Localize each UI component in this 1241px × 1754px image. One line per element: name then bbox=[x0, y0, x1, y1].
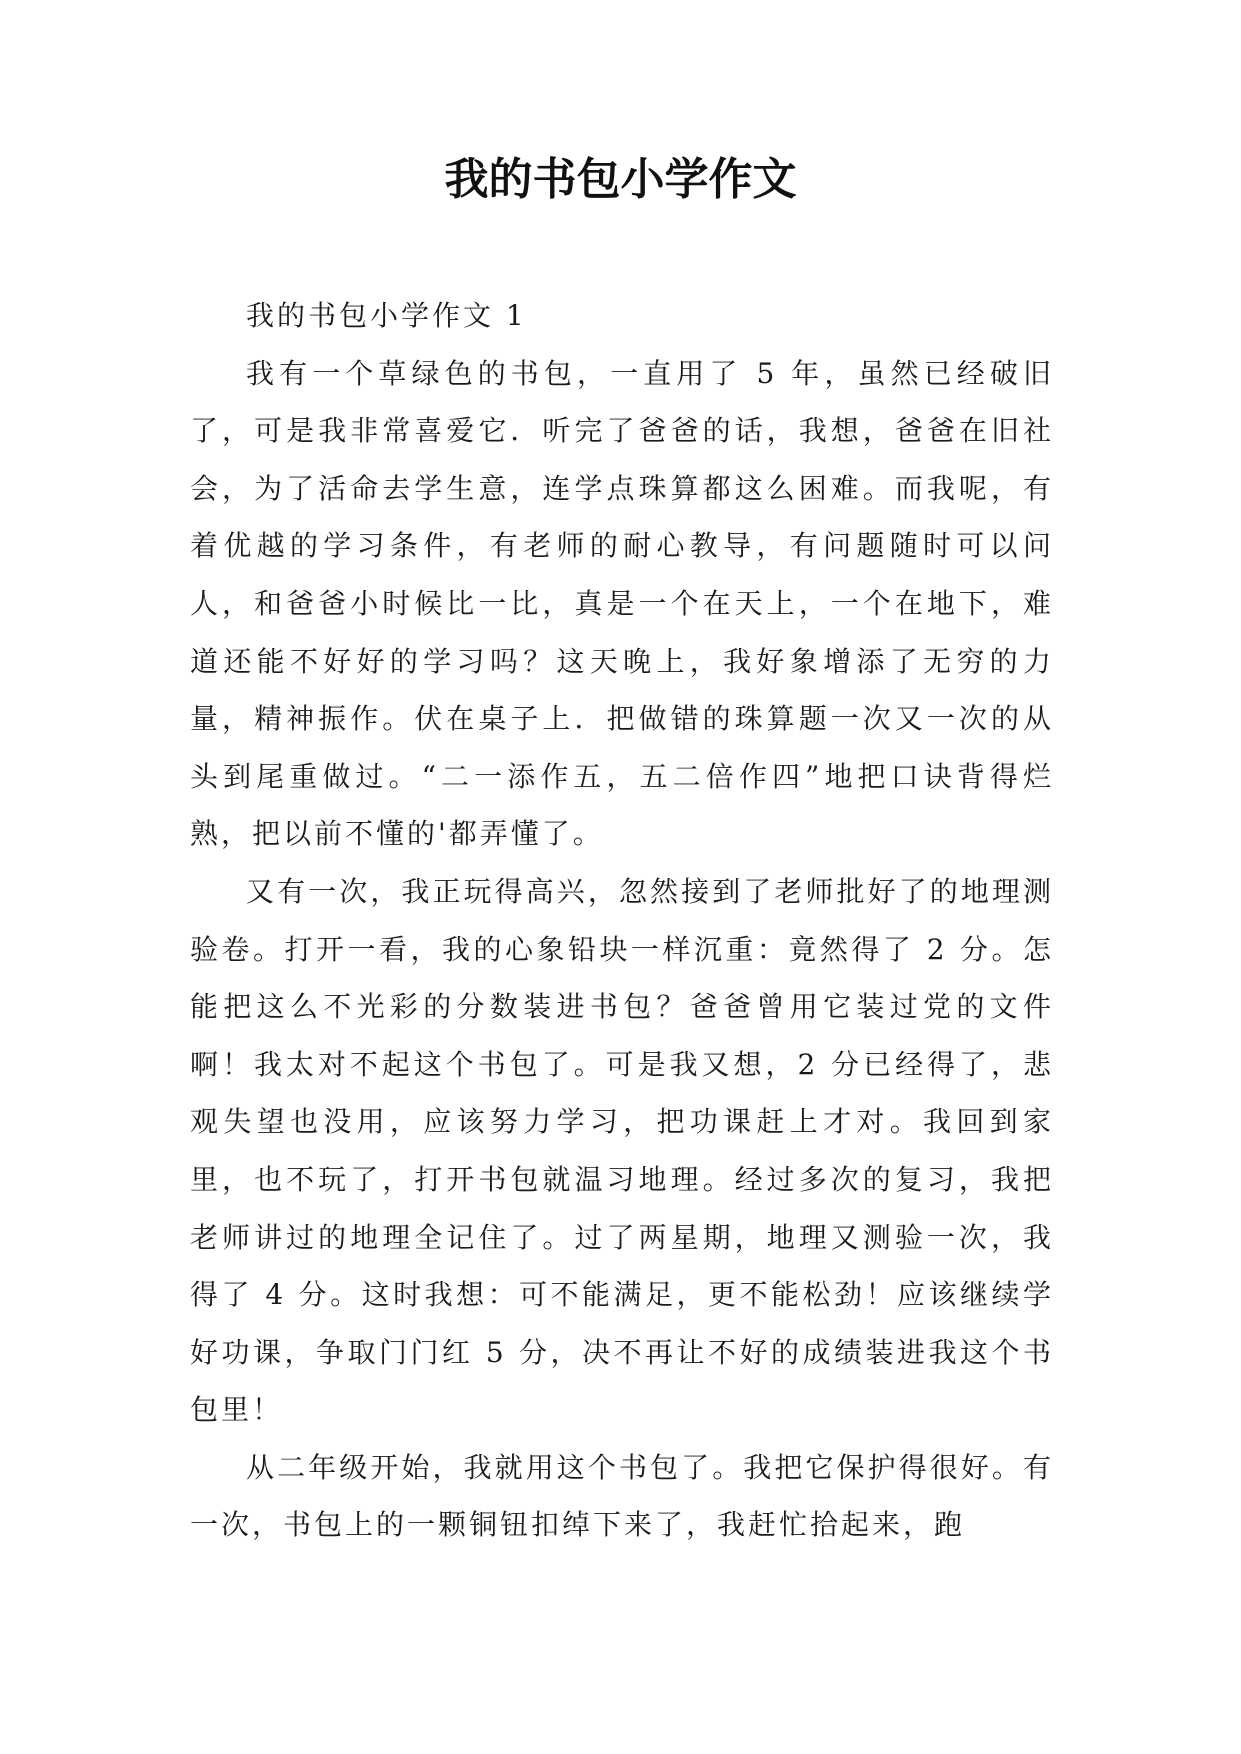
document-title: 我的书包小学作文 bbox=[444, 154, 797, 205]
document-body bbox=[190, 287, 1054, 1554]
paragraph: 我有一个草绿色的书包，一直用了 5 年，虽然已经破旧了，可是我非常喜爱它．听完了爸爸的话，我想，爸爸在旧社会，为了活命去学生意，连学点珠算都这么困难。而我呢，有着优越的学习条件，有老师的耐心教导，有问题随时可以问人，和爸爸小时候比一比，真是一个在天上，一个在地下，难道还能不好好的学习吗？这天晚上，我好象增添了无穷的力量，精神振作。伏在桌子上．把做错的珠算题一次又一次的从头到尾重做过。“二一添作五，五二倍作四”地把口诀背得烂熟，把以前不懂的'都弄懂了。 bbox=[190, 356, 1054, 851]
paragraph: 又有一次，我正玩得高兴，忽然接到了老师批好了的地理测验卷。打开一看，我的心象铅块一样沉重：竟然得了 2 分。怎能把这么不光彩的分数装进书包？爸爸曾用它装过党的文件啊！我太对不起这个书包了。可是我又想，2 分已经得了，悲观失望也没用，应该努力学习，把功课赶上才对。我回到家里，也不玩了，打开书包就温习地理。经过多次的复习，我把老师讲过的地理全记住了。过了两星期，地理又测验一次，我得了 4 分。这时我想：可不能满足，更不能松劲！应该继续学好功课，争取门门红 5 分，决不再让不好的成绩装进我这个书包里！ bbox=[190, 874, 1054, 1427]
section-heading: 我的书包小学作文 1 bbox=[246, 299, 527, 332]
paragraph: 从二年级开始，我就用这个书包了。我把它保护得很好。有一次，书包上的一颗铜钮扣绰下来了，我赶忙拾起来，跑 bbox=[190, 1450, 1054, 1542]
